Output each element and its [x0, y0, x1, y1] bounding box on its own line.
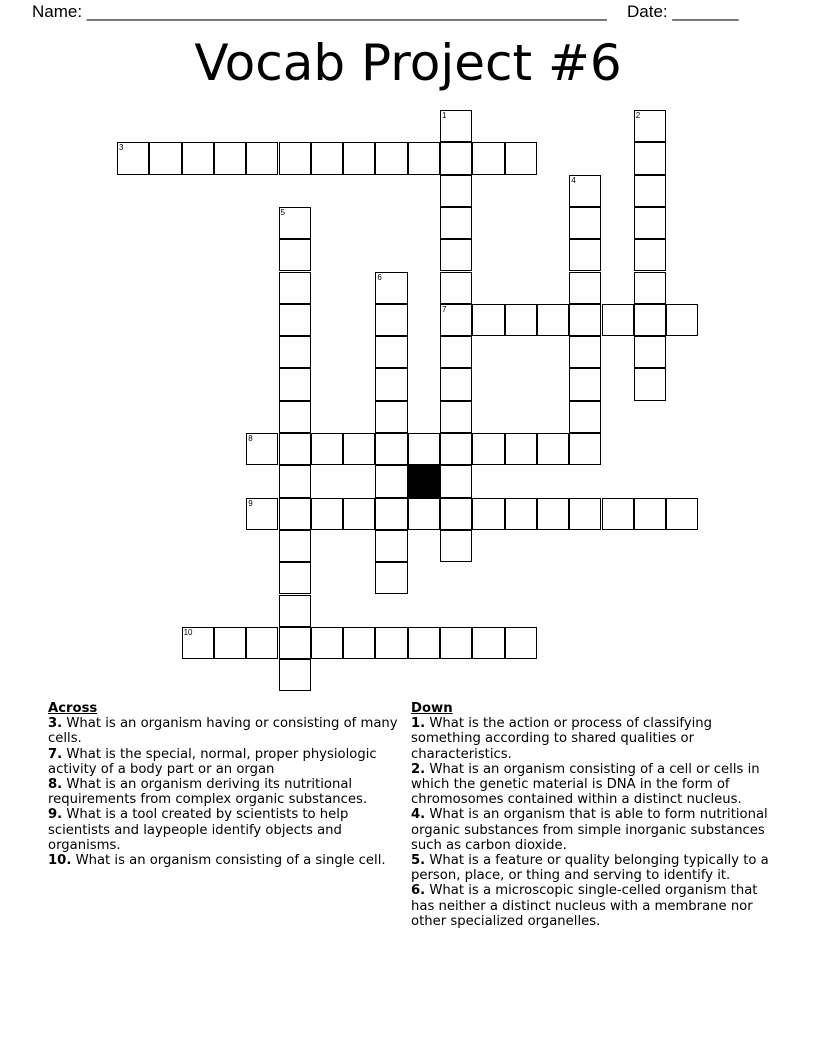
crossword-cell[interactable] — [505, 142, 537, 174]
crossword-cell[interactable] — [279, 368, 311, 400]
clue-text: What is an organism that is able to form nutritional organic substances from simple inorganic substances such as carbon dioxide. — [411, 807, 768, 853]
crossword-cell[interactable] — [279, 627, 311, 659]
crossword-cell[interactable] — [440, 530, 472, 562]
crossword-cell[interactable] — [408, 627, 440, 659]
crossword-cell[interactable] — [279, 465, 311, 497]
cell-number: 5 — [280, 207, 285, 217]
down-clue — [411, 883, 771, 929]
crossword-cell[interactable] — [279, 207, 311, 239]
crossword-cell[interactable] — [440, 142, 472, 174]
crossword-cell[interactable] — [666, 304, 698, 336]
crossword-cell[interactable] — [279, 433, 311, 465]
clue-text: What is the special, normal, proper physiologic activity of a body part or an organ — [48, 746, 377, 777]
clue-number: 8. — [48, 777, 63, 793]
crossword-cell[interactable] — [246, 498, 278, 530]
clue-text: What is an organism having or consisting of many cells. — [48, 716, 398, 747]
crossword-cell[interactable] — [375, 336, 407, 368]
crossword-cell[interactable] — [634, 498, 666, 530]
crossword-cell[interactable] — [279, 142, 311, 174]
crossword-cell[interactable] — [375, 272, 407, 304]
crossword-cell[interactable] — [279, 595, 311, 627]
crossword-cell[interactable] — [569, 239, 601, 271]
crossword-cell[interactable] — [408, 433, 440, 465]
name-field[interactable]: Name: _______________________________________________________ — [32, 2, 607, 21]
clue-number: 5. — [411, 853, 426, 869]
clue-number: 4. — [411, 807, 426, 823]
crossword-cell[interactable] — [634, 110, 666, 142]
crossword-cell[interactable] — [505, 304, 537, 336]
crossword-cell[interactable] — [343, 498, 375, 530]
crossword-cell[interactable] — [375, 368, 407, 400]
crossword-cell[interactable] — [311, 433, 343, 465]
crossword-cell[interactable] — [440, 401, 472, 433]
crossword-cell[interactable] — [375, 433, 407, 465]
crossword-cell[interactable] — [440, 336, 472, 368]
crossword-cell[interactable] — [472, 627, 504, 659]
crossword-cell[interactable] — [472, 498, 504, 530]
crossword-cell[interactable] — [279, 336, 311, 368]
crossword-cell[interactable] — [246, 433, 278, 465]
crossword-cell[interactable] — [149, 142, 181, 174]
crossword-cell[interactable] — [279, 304, 311, 336]
crossword-cell[interactable] — [569, 368, 601, 400]
crossword-cell[interactable] — [569, 304, 601, 336]
crossword-cell[interactable] — [214, 627, 246, 659]
crossword-cell[interactable] — [311, 498, 343, 530]
crossword-cell[interactable] — [440, 368, 472, 400]
crossword-cell[interactable] — [343, 433, 375, 465]
crossword-cell[interactable] — [634, 175, 666, 207]
crossword-cell[interactable] — [214, 142, 246, 174]
crossword-cell[interactable] — [375, 401, 407, 433]
crossword-cell[interactable] — [569, 175, 601, 207]
crossword-cell[interactable] — [537, 304, 569, 336]
clue-number: 1. — [411, 716, 426, 732]
crossword-cell[interactable] — [634, 207, 666, 239]
crossword-cell[interactable] — [537, 433, 569, 465]
crossword-cell[interactable] — [569, 433, 601, 465]
crossword-cell[interactable] — [117, 142, 149, 174]
crossword-cell[interactable] — [569, 401, 601, 433]
crossword-cell[interactable] — [634, 239, 666, 271]
cell-number: 3 — [119, 143, 124, 153]
crossword-cell[interactable] — [440, 433, 472, 465]
crossword-cell[interactable] — [279, 562, 311, 594]
crossword-cell[interactable] — [311, 142, 343, 174]
crossword-cell[interactable] — [279, 272, 311, 304]
crossword-cell[interactable] — [408, 142, 440, 174]
clue-text: What is an organism consisting of a cell or cells in which the genetic material is DNA in the form of chromosomes contained within a distinct nucleus. — [411, 761, 760, 808]
crossword-cell[interactable] — [602, 498, 634, 530]
clue-number: 3. — [48, 716, 63, 732]
across-heading: Across — [48, 701, 98, 716]
date-field[interactable]: Date: _______ — [627, 2, 739, 21]
across-clue — [48, 777, 398, 807]
crossword-cell[interactable] — [440, 207, 472, 239]
down-clues — [411, 701, 771, 929]
cell-number: 6 — [377, 272, 382, 282]
crossword-cell[interactable] — [569, 498, 601, 530]
clue-number: 2. — [411, 761, 426, 777]
down-clue — [411, 853, 771, 883]
black-cell — [408, 465, 440, 497]
crossword-cell[interactable] — [634, 336, 666, 368]
crossword-cell[interactable] — [343, 627, 375, 659]
crossword-cell[interactable] — [440, 465, 472, 497]
crossword-cell[interactable] — [634, 304, 666, 336]
clue-text: What is an organism deriving its nutritional requirements from complex organic substances. — [48, 777, 368, 808]
clue-text: What is an organism consisting of a single cell. — [75, 853, 386, 869]
crossword-cell[interactable] — [311, 627, 343, 659]
across-clue — [48, 716, 398, 746]
crossword-cell[interactable] — [182, 627, 214, 659]
clue-number: 10. — [48, 853, 72, 869]
crossword-cell[interactable] — [246, 627, 278, 659]
crossword-cell[interactable] — [440, 239, 472, 271]
crossword-cell[interactable] — [440, 627, 472, 659]
crossword-cell[interactable] — [182, 142, 214, 174]
crossword-cell[interactable] — [375, 530, 407, 562]
clue-text: What is a feature or quality belonging typically to a person, place, or thing and serving to identify it. — [411, 853, 769, 884]
cell-number: 8 — [248, 434, 253, 443]
crossword-cell[interactable] — [440, 498, 472, 530]
crossword-cell[interactable] — [472, 142, 504, 174]
clue-number: 7. — [48, 746, 63, 762]
crossword-cell[interactable] — [440, 272, 472, 304]
crossword-cell[interactable] — [279, 659, 311, 691]
crossword-cell[interactable] — [505, 498, 537, 530]
crossword-cell[interactable] — [246, 142, 278, 174]
cell-number: 9 — [248, 498, 253, 508]
crossword-cell[interactable] — [537, 498, 569, 530]
crossword-cell[interactable] — [602, 304, 634, 336]
clue-text: What is a tool created by scientists to help scientists and laypeople identify objects and organisms. — [48, 807, 349, 853]
crossword-cell[interactable] — [279, 401, 311, 433]
clue-number: 9. — [48, 807, 63, 823]
crossword-cell[interactable] — [375, 627, 407, 659]
crossword-cell[interactable] — [472, 304, 504, 336]
crossword-cell[interactable] — [634, 142, 666, 174]
down-clue — [411, 807, 771, 853]
crossword-cell[interactable] — [634, 272, 666, 304]
crossword-cell[interactable] — [375, 562, 407, 594]
crossword-cell[interactable] — [472, 433, 504, 465]
crossword-cell[interactable] — [279, 530, 311, 562]
crossword-cell[interactable] — [440, 110, 472, 142]
cell-number: 1 — [442, 111, 447, 120]
crossword-cell[interactable] — [634, 368, 666, 400]
cell-number: 10 — [183, 627, 193, 637]
page-title: Vocab Project #6 — [194, 34, 622, 92]
crossword-cell[interactable] — [343, 142, 375, 174]
down-clue — [411, 762, 771, 808]
across-clues — [48, 701, 398, 868]
cell-number: 4 — [571, 175, 576, 185]
crossword-cell[interactable] — [440, 175, 472, 207]
crossword-cell[interactable] — [569, 207, 601, 239]
cell-number: 7 — [442, 304, 447, 314]
crossword-cell[interactable] — [569, 272, 601, 304]
clue-text: What is the action or process of classifying something according to shared qualities or characteristics. — [411, 716, 713, 762]
crossword-cell[interactable] — [375, 304, 407, 336]
crossword-cell[interactable] — [279, 498, 311, 530]
across-clue — [48, 747, 398, 777]
crossword-cell[interactable] — [279, 239, 311, 271]
across-clue — [48, 807, 398, 853]
cell-number: 2 — [635, 111, 641, 120]
crossword-cell[interactable] — [375, 142, 407, 174]
across-clue — [48, 853, 398, 868]
crossword-cell[interactable] — [569, 336, 601, 368]
crossword-cell[interactable] — [440, 304, 472, 336]
crossword-cell[interactable] — [408, 498, 440, 530]
down-clue — [411, 716, 771, 762]
clue-number: 6. — [411, 883, 426, 899]
crossword-cell[interactable] — [505, 433, 537, 465]
clue-text: What is a microscopic single-celled organism that has neither a distinct nucleus with a membrane nor other specialized organelles. — [411, 883, 758, 929]
crossword-cell[interactable] — [375, 498, 407, 530]
crossword-cell[interactable] — [375, 465, 407, 497]
crossword-cell[interactable] — [505, 627, 537, 659]
down-heading: Down — [411, 701, 453, 716]
crossword-cell[interactable] — [666, 498, 698, 530]
